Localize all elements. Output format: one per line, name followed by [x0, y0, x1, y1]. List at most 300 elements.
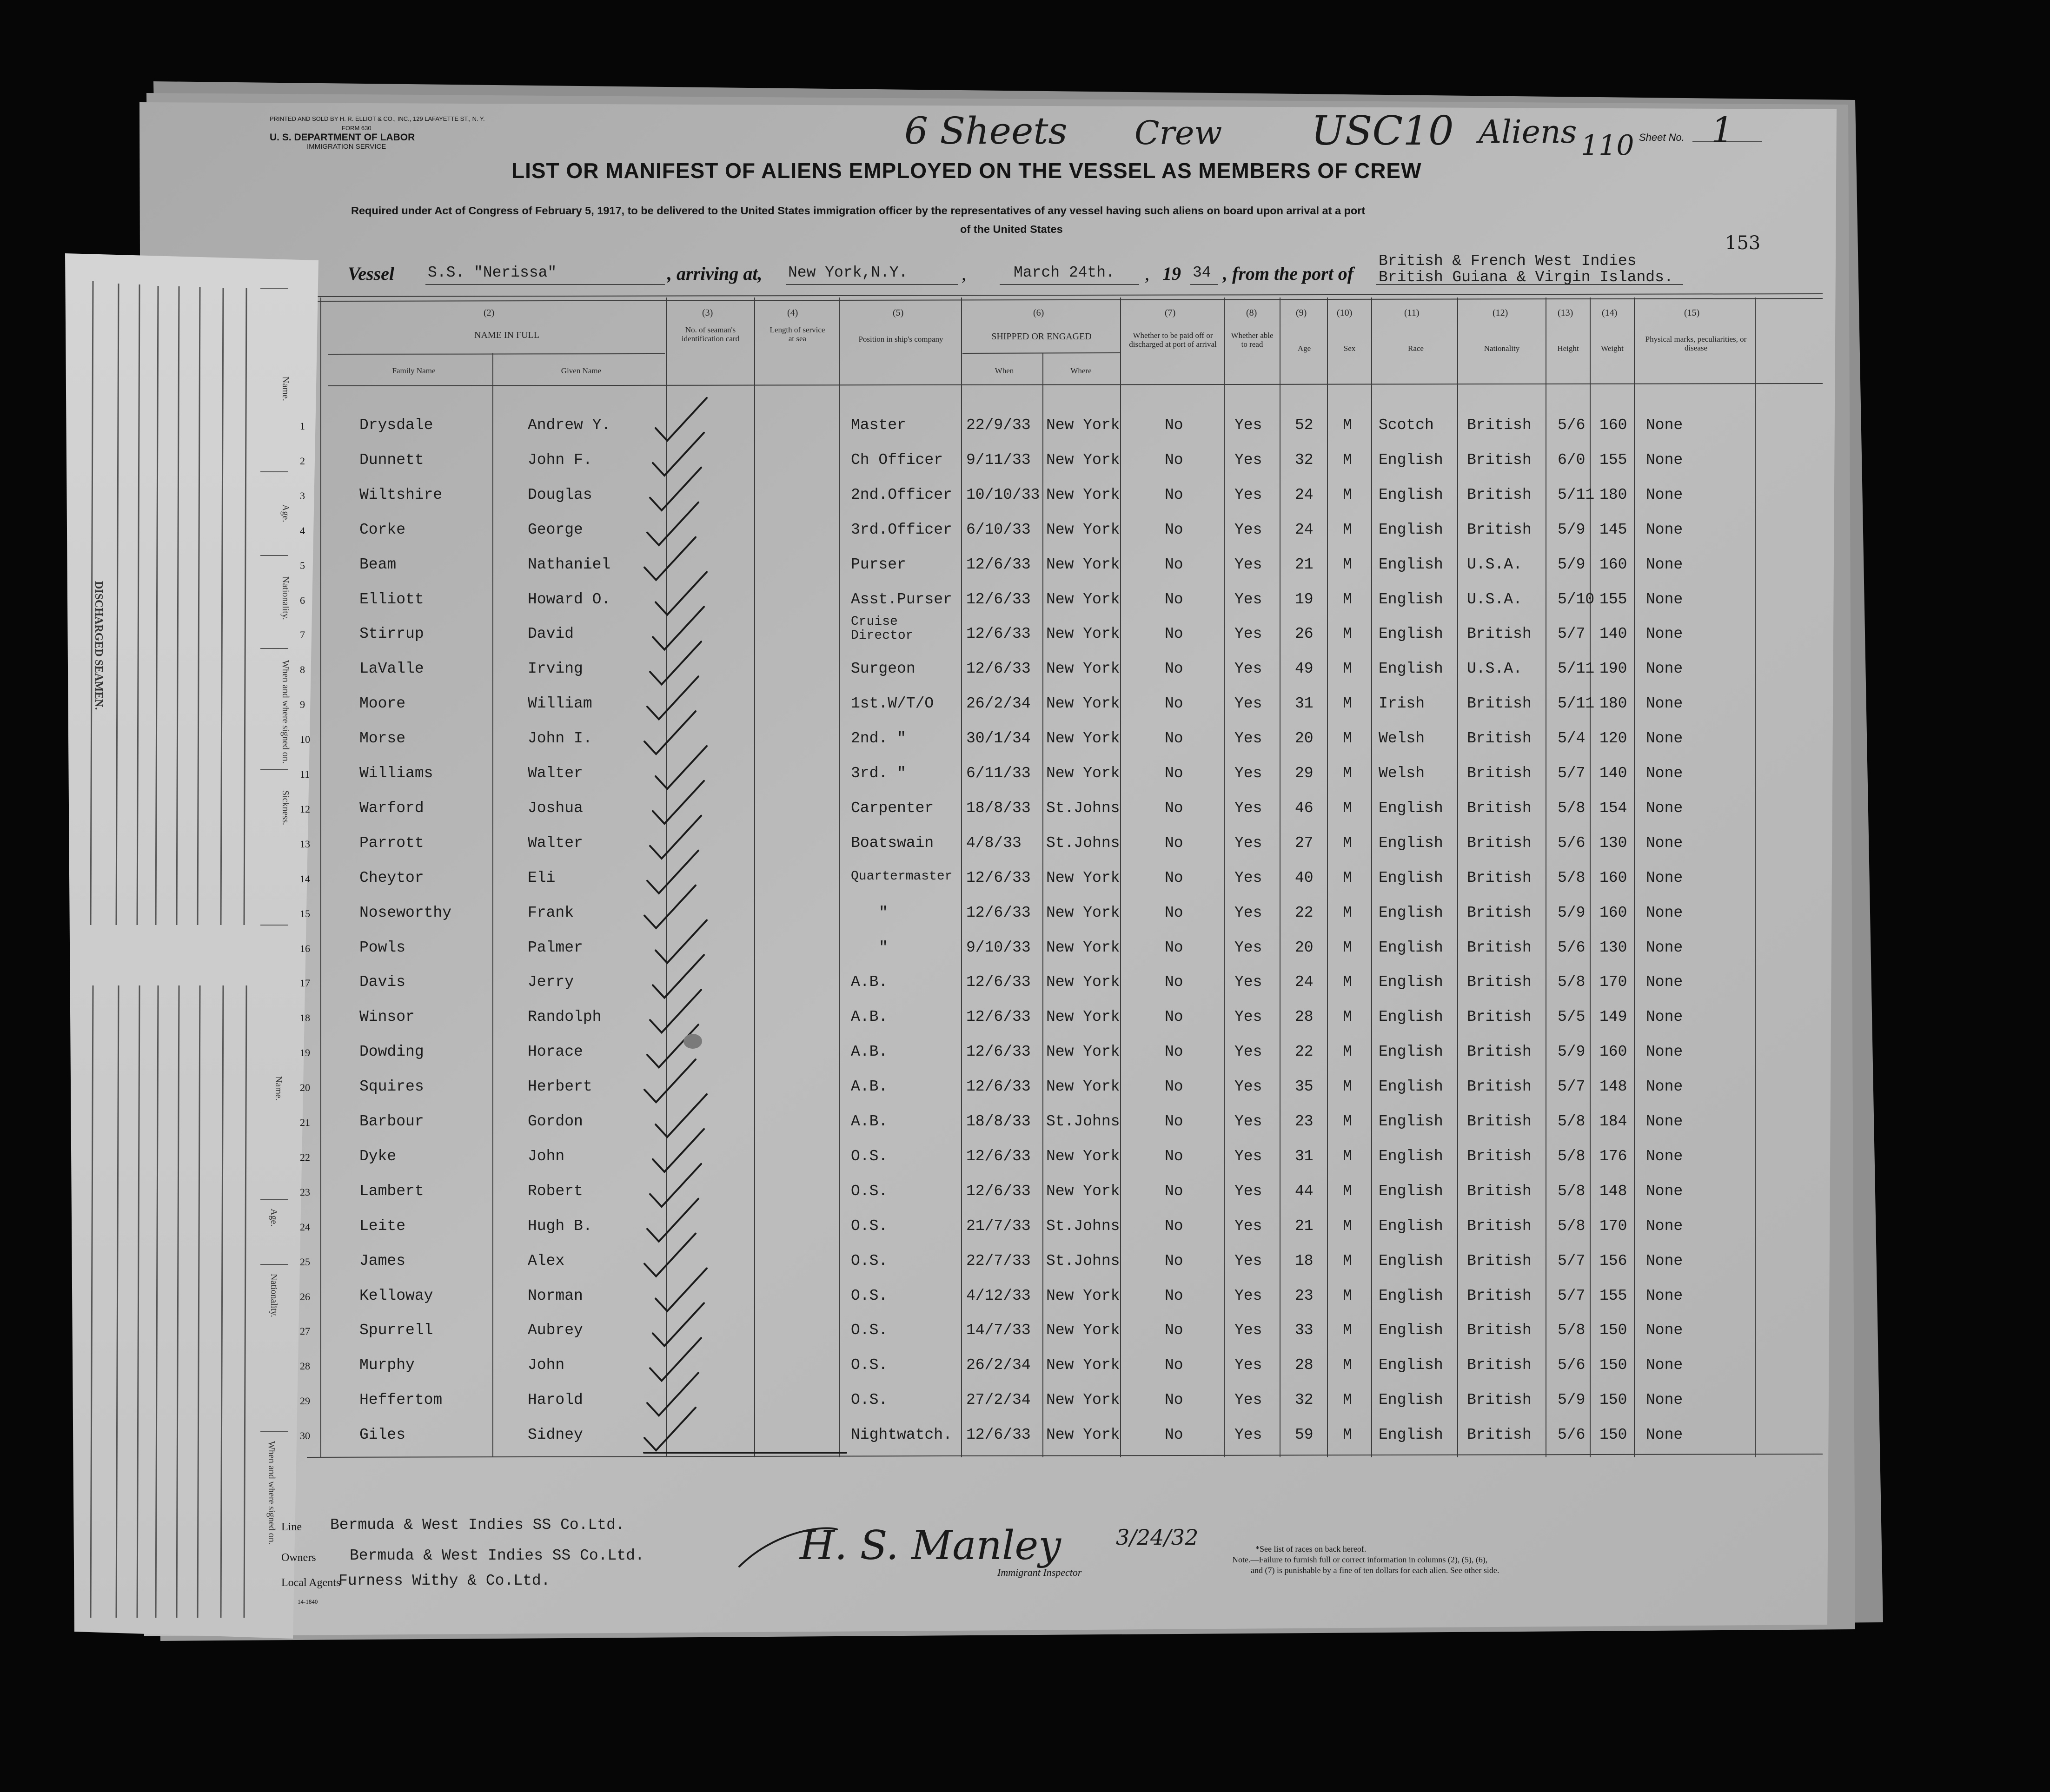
- weight: 145: [1599, 521, 1627, 538]
- family-name: Dowding: [359, 1043, 424, 1061]
- line-label: Line: [281, 1521, 302, 1533]
- departure-port-1: British & French West Indies: [1379, 252, 1637, 270]
- sex: M: [1343, 555, 1352, 573]
- sex: M: [1343, 1287, 1352, 1304]
- shipped-when: 12/6/33: [966, 660, 1031, 678]
- col-weight: Weight: [1601, 344, 1624, 353]
- nationality: U.S.A.: [1467, 590, 1522, 608]
- race: English: [1379, 1182, 1443, 1200]
- given-name: David: [528, 625, 574, 643]
- height: 6/0: [1558, 451, 1586, 469]
- shipped-where: New York: [1046, 521, 1120, 538]
- shipped-where: New York: [1046, 1078, 1120, 1096]
- race: English: [1379, 625, 1443, 643]
- sex: M: [1343, 939, 1352, 956]
- given-name: Nathaniel: [528, 555, 611, 573]
- physical-marks: None: [1646, 1217, 1683, 1235]
- height: 5/11: [1558, 695, 1595, 713]
- physical-marks: None: [1646, 1426, 1683, 1444]
- position: O.S.: [851, 1147, 888, 1165]
- height: 5/7: [1558, 1078, 1586, 1096]
- physical-marks: None: [1646, 1182, 1683, 1200]
- row-number: 29: [300, 1395, 310, 1407]
- paid-off: No: [1165, 486, 1183, 503]
- physical-marks: None: [1646, 1356, 1683, 1374]
- race: English: [1379, 834, 1443, 852]
- shipped-where: New York: [1046, 660, 1120, 678]
- weight: 149: [1599, 1008, 1627, 1026]
- able-to-read: Yes: [1234, 1147, 1262, 1165]
- sex: M: [1343, 730, 1352, 747]
- handwritten-crew: Crew: [1134, 114, 1222, 152]
- shipped-where: St.Johns: [1046, 799, 1120, 817]
- paid-off: No: [1165, 625, 1183, 643]
- physical-marks: None: [1646, 555, 1683, 573]
- family-name: Heffertom: [359, 1391, 443, 1409]
- paid-off: No: [1165, 451, 1183, 469]
- race: English: [1379, 1252, 1443, 1270]
- position: O.S.: [851, 1391, 888, 1409]
- age: 23: [1295, 1113, 1314, 1130]
- sex: M: [1343, 973, 1352, 991]
- physical-marks: None: [1646, 1078, 1683, 1096]
- paid-off: No: [1165, 765, 1183, 782]
- weight: 184: [1599, 1113, 1627, 1130]
- weight: 148: [1599, 1182, 1627, 1200]
- row-number: 16: [300, 942, 310, 954]
- shipped-where: St.Johns: [1046, 1113, 1120, 1130]
- race: English: [1379, 1356, 1443, 1374]
- position: A.B.: [851, 973, 888, 991]
- physical-marks: None: [1646, 973, 1683, 991]
- physical-marks: None: [1646, 625, 1683, 643]
- position: 3rd. ": [851, 765, 906, 782]
- shipped-when: 12/6/33: [966, 1147, 1031, 1165]
- height: 5/8: [1558, 799, 1586, 817]
- paid-off: No: [1165, 834, 1183, 852]
- shipped-when: 21/7/33: [966, 1217, 1031, 1235]
- family-name: Parrott: [359, 834, 424, 852]
- position: O.S.: [851, 1287, 888, 1304]
- given-name: Norman: [528, 1287, 583, 1304]
- physical-marks: None: [1646, 451, 1683, 469]
- shipped-where: St.Johns: [1046, 1217, 1120, 1235]
- position: Quartermaster: [851, 869, 953, 884]
- shipped-where: New York: [1046, 973, 1120, 991]
- sex: M: [1343, 1252, 1352, 1270]
- able-to-read: Yes: [1234, 1426, 1262, 1444]
- row-number: 14: [300, 873, 310, 885]
- owners: Bermuda & West Indies SS Co.Ltd.: [350, 1547, 644, 1564]
- col-12-number: (12): [1493, 308, 1508, 318]
- nationality: British: [1467, 1043, 1532, 1061]
- weight: 170: [1599, 973, 1627, 991]
- shipped-when: 18/8/33: [966, 1113, 1031, 1130]
- height: 5/9: [1558, 904, 1586, 921]
- race: Irish: [1379, 695, 1425, 713]
- row-number: 11: [300, 768, 310, 780]
- age: 40: [1295, 869, 1314, 886]
- vessel-label: Vessel: [348, 263, 394, 284]
- slip-age-header: Age.: [280, 504, 291, 522]
- arriving-label: , arriving at,: [667, 263, 763, 284]
- physical-marks: None: [1646, 1043, 1683, 1061]
- physical-marks: None: [1646, 730, 1683, 747]
- shipped-when: 22/7/33: [966, 1252, 1031, 1270]
- col-age: Age: [1297, 344, 1311, 353]
- row-number: 17: [300, 977, 310, 989]
- shipped-when: 10/10/33: [966, 486, 1040, 503]
- race: English: [1379, 1078, 1443, 1096]
- sex: M: [1343, 625, 1352, 643]
- age: 46: [1295, 799, 1314, 817]
- race: English: [1379, 799, 1443, 817]
- row-number: 15: [300, 907, 310, 919]
- row-number: 24: [300, 1221, 310, 1233]
- nationality: British: [1467, 939, 1532, 956]
- able-to-read: Yes: [1234, 417, 1262, 434]
- shipped-where: New York: [1046, 1322, 1120, 1339]
- given-name: Joshua: [528, 799, 583, 817]
- sex: M: [1343, 1008, 1352, 1026]
- races-note: *See list of races on back hereof.: [1255, 1544, 1367, 1554]
- shipped-where: New York: [1046, 625, 1120, 643]
- nationality: British: [1467, 765, 1532, 782]
- shipped-where: New York: [1046, 1008, 1120, 1026]
- shipped-when: 12/6/33: [966, 625, 1031, 643]
- row-number: 22: [300, 1151, 310, 1163]
- given-name: Andrew Y.: [528, 417, 611, 434]
- row-number: 13: [300, 838, 310, 850]
- shipped-where: New York: [1046, 1287, 1120, 1304]
- physical-marks: None: [1646, 660, 1683, 678]
- race: English: [1379, 486, 1443, 503]
- able-to-read: Yes: [1234, 1322, 1262, 1339]
- height: 5/8: [1558, 973, 1586, 991]
- col-14-number: (14): [1602, 308, 1618, 318]
- race: English: [1379, 939, 1443, 956]
- weight: 160: [1599, 417, 1627, 434]
- given-name: John F.: [528, 451, 592, 469]
- able-to-read: Yes: [1234, 451, 1262, 469]
- weight: 190: [1599, 660, 1627, 678]
- row-number: 1: [300, 420, 305, 432]
- given-name: Walter: [528, 765, 583, 782]
- age: 19: [1295, 590, 1314, 608]
- position: ": [879, 904, 888, 921]
- able-to-read: Yes: [1234, 1287, 1262, 1304]
- col-9-number: (9): [1296, 308, 1307, 318]
- weight: 160: [1599, 555, 1627, 573]
- able-to-read: Yes: [1234, 660, 1262, 678]
- height: 5/6: [1558, 834, 1586, 852]
- age: 33: [1295, 1322, 1314, 1339]
- age: 28: [1295, 1008, 1314, 1026]
- race: Welsh: [1379, 765, 1425, 782]
- physical-marks: None: [1646, 521, 1683, 538]
- col-sex: Sex: [1343, 344, 1356, 353]
- family-name: Dyke: [359, 1147, 397, 1165]
- race: English: [1379, 660, 1443, 678]
- col-position: Position in ship's company: [858, 335, 943, 344]
- slip-signed-on-header-lower: When and where signed on.: [266, 1441, 277, 1545]
- form-number: FORM 630: [342, 125, 372, 132]
- weight: 148: [1599, 1078, 1627, 1096]
- department: U. S. DEPARTMENT OF LABOR: [270, 132, 415, 143]
- shipped-where: New York: [1046, 1182, 1120, 1200]
- family-name: Leite: [359, 1217, 406, 1235]
- nationality: British: [1467, 1426, 1532, 1444]
- nationality: British: [1467, 1287, 1532, 1304]
- nationality: U.S.A.: [1467, 660, 1522, 678]
- shipped-where: St.Johns: [1046, 1252, 1120, 1270]
- height: 5/6: [1558, 939, 1586, 956]
- weight: 130: [1599, 834, 1627, 852]
- sex: M: [1343, 1356, 1352, 1374]
- given-name: Horace: [528, 1043, 583, 1061]
- race: English: [1379, 904, 1443, 921]
- given-name: Irving: [528, 660, 583, 678]
- able-to-read: Yes: [1234, 1078, 1262, 1096]
- family-name: Winsor: [359, 1008, 415, 1026]
- col-15-number: (15): [1684, 308, 1700, 318]
- age: 28: [1295, 1356, 1314, 1374]
- family-name: Spurrell: [359, 1322, 433, 1339]
- race: English: [1379, 1217, 1443, 1235]
- race: English: [1379, 521, 1443, 538]
- shipped-when: 12/6/33: [966, 869, 1031, 886]
- position: O.S.: [851, 1252, 888, 1270]
- shipped-when: 12/6/33: [966, 1008, 1031, 1026]
- family-name: Elliott: [359, 590, 424, 608]
- weight: 160: [1599, 904, 1627, 921]
- nationality: British: [1467, 486, 1532, 503]
- row-number: 2: [300, 455, 305, 467]
- given-name: Howard O.: [528, 590, 611, 608]
- race: English: [1379, 1287, 1443, 1304]
- shipped-when: 4/12/33: [966, 1287, 1031, 1304]
- physical-marks: None: [1646, 904, 1683, 921]
- weight: 130: [1599, 939, 1627, 956]
- height: 5/8: [1558, 1217, 1586, 1235]
- nationality: British: [1467, 417, 1532, 434]
- given-name: Alex: [528, 1252, 565, 1270]
- col-13-number: (13): [1558, 308, 1573, 318]
- arrival-port: New York,N.Y.: [788, 264, 908, 281]
- height: 5/8: [1558, 1147, 1586, 1165]
- family-name: Morse: [359, 730, 406, 747]
- weight: 170: [1599, 1217, 1627, 1235]
- act-of-congress-line-1: Required under Act of Congress of February 5, 1917, to be delivered to the United States immigration officer by the representatives of any vessel having such aliens on board upon arrival at a port: [351, 205, 1366, 217]
- slip-sickness-header: Sickness.: [280, 790, 291, 825]
- age: 24: [1295, 973, 1314, 991]
- race: English: [1379, 1322, 1443, 1339]
- page-number: 153: [1725, 232, 1761, 254]
- shipped-when: 14/7/33: [966, 1322, 1031, 1339]
- year-prefix: 19: [1162, 263, 1181, 284]
- height: 5/8: [1558, 1322, 1586, 1339]
- given-name: Frank: [528, 904, 574, 921]
- from-port-label: , from the port of: [1223, 263, 1354, 284]
- paid-off: No: [1165, 1043, 1183, 1061]
- position: Asst.Purser: [851, 590, 952, 608]
- nationality: British: [1467, 521, 1532, 538]
- signature-date: 3/24/32: [1116, 1525, 1199, 1550]
- weight: 154: [1599, 799, 1627, 817]
- race: English: [1379, 451, 1443, 469]
- able-to-read: Yes: [1234, 625, 1262, 643]
- row-number: 9: [300, 699, 305, 711]
- height: 5/10: [1558, 590, 1595, 608]
- slip-nationality-header: Nationality.: [280, 576, 291, 620]
- paid-off: No: [1165, 1147, 1183, 1165]
- nationality: British: [1467, 1113, 1532, 1130]
- discharged-seamen-slip: [65, 253, 318, 1639]
- position: A.B.: [851, 1113, 888, 1130]
- nationality: British: [1467, 625, 1532, 643]
- service: IMMIGRATION SERVICE: [307, 143, 386, 151]
- sex: M: [1343, 1182, 1352, 1200]
- paid-off: No: [1165, 730, 1183, 747]
- age: 18: [1295, 1252, 1314, 1270]
- shipped-when: 6/10/33: [966, 521, 1031, 538]
- race: Welsh: [1379, 730, 1425, 747]
- position: A.B.: [851, 1008, 888, 1026]
- position: 2nd.Officer: [851, 486, 952, 503]
- age: 21: [1295, 555, 1314, 573]
- family-name: Squires: [359, 1078, 424, 1096]
- row-number: 27: [300, 1325, 310, 1337]
- col-shipped-engaged: SHIPPED OR ENGAGED: [991, 331, 1092, 342]
- given-name: Jerry: [528, 973, 574, 991]
- steamship-line: Bermuda & West Indies SS Co.Ltd.: [330, 1516, 625, 1534]
- able-to-read: Yes: [1234, 1043, 1262, 1061]
- sex: M: [1343, 904, 1352, 921]
- physical-marks: None: [1646, 1252, 1683, 1270]
- given-name: Hugh B.: [528, 1217, 592, 1235]
- able-to-read: Yes: [1234, 486, 1262, 503]
- weight: 140: [1599, 765, 1627, 782]
- height: 5/11: [1558, 660, 1595, 678]
- family-name: Murphy: [359, 1356, 415, 1374]
- physical-marks: None: [1646, 417, 1683, 434]
- height: 5/4: [1558, 730, 1586, 747]
- family-name: Drysdale: [359, 417, 433, 434]
- penalty-note-1: Note.—Failure to furnish full or correct information in columns (2), (5), (6),: [1232, 1555, 1488, 1564]
- given-name: Aubrey: [528, 1322, 583, 1339]
- col-when: When: [995, 366, 1014, 375]
- row-number: 28: [300, 1360, 310, 1372]
- race: English: [1379, 973, 1443, 991]
- family-name: Barbour: [359, 1113, 424, 1130]
- position: O.S.: [851, 1182, 888, 1200]
- age: 52: [1295, 417, 1314, 434]
- col-2-number: (2): [484, 308, 495, 318]
- family-name: James: [359, 1252, 406, 1270]
- shipped-when: 12/6/33: [966, 904, 1031, 921]
- given-name: John I.: [528, 730, 592, 747]
- able-to-read: Yes: [1234, 904, 1262, 921]
- col-6-number: (6): [1033, 308, 1044, 318]
- col-id-card: No. of seaman's identification card: [681, 325, 740, 343]
- position: O.S.: [851, 1322, 888, 1339]
- col-10-number: (10): [1337, 308, 1353, 318]
- given-name: Sidney: [528, 1426, 583, 1444]
- height: 5/9: [1558, 521, 1586, 538]
- shipped-when: 4/8/33: [966, 834, 1022, 852]
- sex: M: [1343, 799, 1352, 817]
- position: A.B.: [851, 1043, 888, 1061]
- row-number: 6: [300, 594, 305, 606]
- nationality: British: [1467, 834, 1532, 852]
- paid-off: No: [1165, 590, 1183, 608]
- shipped-when: 26/2/34: [966, 695, 1031, 713]
- position: O.S.: [851, 1217, 888, 1235]
- shipped-where: New York: [1046, 1043, 1120, 1061]
- height: 5/9: [1558, 555, 1586, 573]
- age: 32: [1295, 1391, 1314, 1409]
- weight: 140: [1599, 625, 1627, 643]
- family-name: Wiltshire: [359, 486, 443, 503]
- family-name: Cheytor: [359, 869, 424, 886]
- nationality: British: [1467, 904, 1532, 921]
- row-number: 18: [300, 1012, 310, 1024]
- paid-off: No: [1165, 1356, 1183, 1374]
- able-to-read: Yes: [1234, 869, 1262, 886]
- nationality: British: [1467, 869, 1532, 886]
- shipped-where: New York: [1046, 555, 1120, 573]
- handwritten-code: USC10: [1311, 108, 1454, 154]
- row-number: 5: [300, 559, 305, 571]
- position: Surgeon: [851, 660, 916, 678]
- paid-off: No: [1165, 1391, 1183, 1409]
- nationality: British: [1467, 1217, 1532, 1235]
- weight: 180: [1599, 695, 1627, 713]
- paid-off: No: [1165, 695, 1183, 713]
- paid-off: No: [1165, 973, 1183, 991]
- shipped-where: New York: [1046, 939, 1120, 956]
- local-agents-label: Local Agents: [281, 1577, 341, 1589]
- able-to-read: Yes: [1234, 765, 1262, 782]
- slip-signed-on-header: When and where signed on.: [280, 660, 291, 764]
- paid-off: No: [1165, 1426, 1183, 1444]
- shipped-where: New York: [1046, 869, 1120, 886]
- row-number: 23: [300, 1186, 310, 1198]
- nationality: British: [1467, 799, 1532, 817]
- height: 5/9: [1558, 1043, 1586, 1061]
- weight: 155: [1599, 1287, 1627, 1304]
- given-name: Randolph: [528, 1008, 602, 1026]
- family-name: Powls: [359, 939, 406, 956]
- col-name-in-full: NAME IN FULL: [474, 330, 539, 340]
- shipped-where: New York: [1046, 451, 1120, 469]
- race: English: [1379, 1147, 1443, 1165]
- age: 29: [1295, 765, 1314, 782]
- col-7-number: (7): [1165, 308, 1176, 318]
- shipped-where: New York: [1046, 1147, 1120, 1165]
- able-to-read: Yes: [1234, 730, 1262, 747]
- col-8-number: (8): [1246, 308, 1257, 318]
- row-number: 8: [300, 664, 305, 676]
- age: 49: [1295, 660, 1314, 678]
- height: 5/7: [1558, 625, 1586, 643]
- weight: 155: [1599, 590, 1627, 608]
- physical-marks: None: [1646, 695, 1683, 713]
- shipped-when: 9/11/33: [966, 451, 1031, 469]
- shipped-where: New York: [1046, 904, 1120, 921]
- sex: M: [1343, 486, 1352, 503]
- paid-off: No: [1165, 1252, 1183, 1270]
